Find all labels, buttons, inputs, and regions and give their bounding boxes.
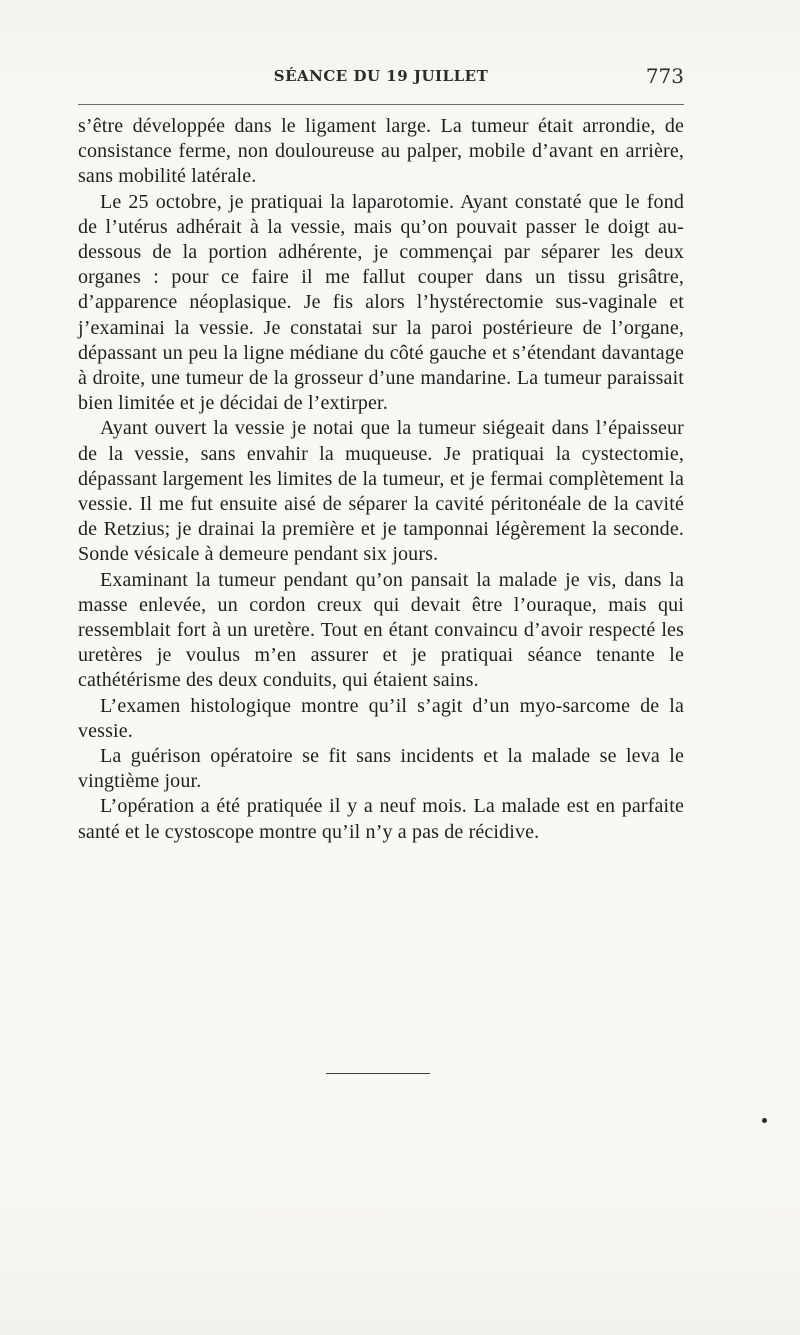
paragraph-4: Examinant la tumeur pendant qu’on pansait la malade je vis, dans la masse enlevée, un cordon creux qui devait être l’ouraque, mais qui ressemblait fort à un uretère. Tout en étant convaincu d’avoir respecté les uretères je voulus m’en assurer et je pratiquai séance tenante le cathétérisme des deux conduits, qui étaient sains. — [78, 568, 684, 692]
paragraph-1: s’être développée dans le ligament large. La tumeur était arrondie, de consistance ferme, non douloureuse au palper, mobile d’avant en arrière, sans mobilité latérale. — [78, 115, 684, 188]
ink-speck — [762, 1118, 767, 1123]
paragraph-6: La guérison opératoire se fit sans incidents et la malade se leva le vingtième jour. — [78, 745, 684, 793]
header-rule — [78, 104, 684, 105]
end-of-section-rule — [326, 1073, 430, 1074]
body-text — [78, 114, 684, 845]
paragraph-2: Le 25 octobre, je pratiquai la laparotomie. Ayant constaté que le fond de l’utérus adhérait à la vessie, mais qu’on pouvait passer le doigt au-dessous de la portion adhérente, je commençai par séparer les deux organes : pour ce faire il me fallut couper dans un tissu grisâtre, d’apparence néoplasique. Je fis alors l’hystérectomie sus-vaginale et j’examinai la vessie. Je constatai sur la paroi postérieure de l’organe, dépassant un peu la ligne médiane du côté gauche et s’étendant davantage à droite, une tumeur de la grosseur d’une mandarine. La tumeur paraissait bien limitée et je décidai de l’extirper. — [78, 190, 684, 415]
page-number: 773 — [645, 64, 684, 88]
page-header — [78, 64, 684, 88]
paragraph-5: L’examen histologique montre qu’il s’agit d’un myo-sarcome de la vessie. — [78, 694, 684, 742]
paragraph-7: L’opération a été pratiquée il y a neuf mois. La malade est en parfaite santé et le cystoscope montre qu’il n’y a pas de récidive. — [78, 795, 684, 843]
paragraph-3: Ayant ouvert la vessie je notai que la tumeur siégeait dans l’épaisseur de la vessie, sans envahir la muqueuse. Je pratiquai la cystectomie, dépassant largement les limites de la tumeur, et je fermai complètement la vessie. Il me fut ensuite aisé de séparer la cavité péritonéale de la cavité de Retzius; je drainai la première et je tamponnai légèrement la seconde. Sonde vésicale à demeure pendant six jours. — [78, 417, 684, 566]
running-head: SÉANCE DU 19 JUILLET — [273, 67, 489, 85]
